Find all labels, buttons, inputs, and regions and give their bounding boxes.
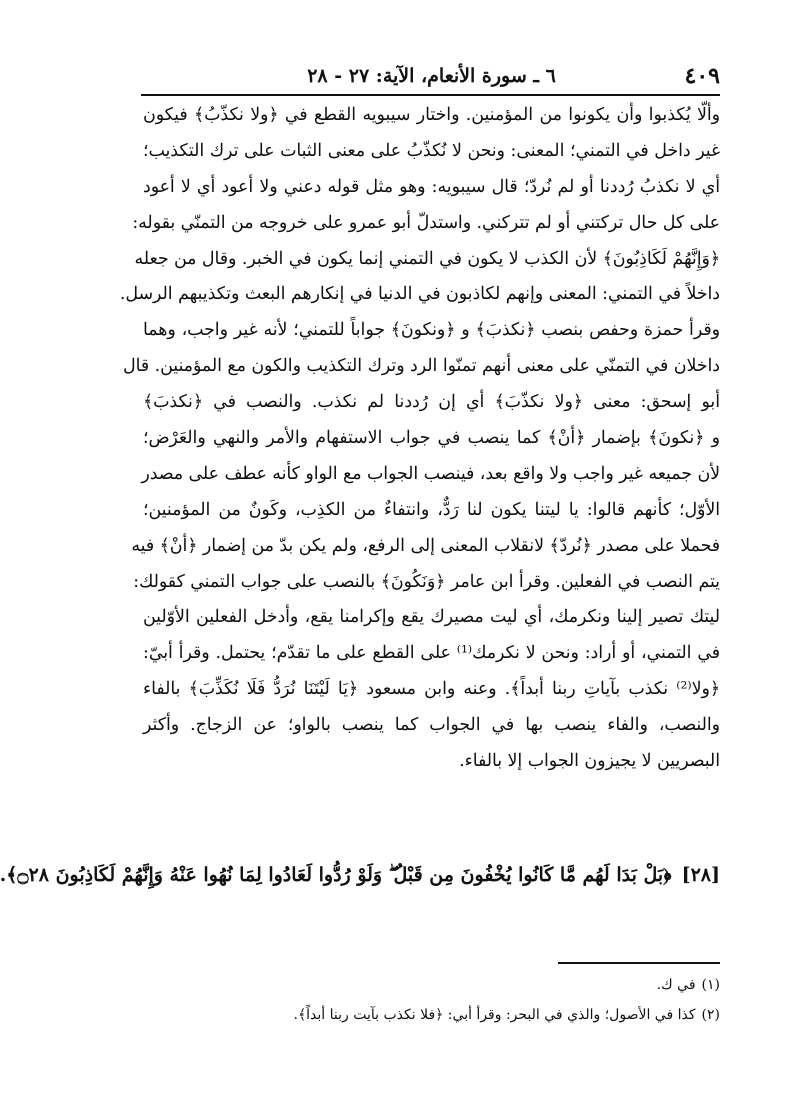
page-header — [143, 60, 720, 92]
header-rule — [141, 94, 720, 96]
commentary-text — [119, 98, 720, 780]
text-line: لأن جميعه غير واجب ولا واقع بعد، فينصب الجواب مع الواو كأنه عطف على مصدر — [141, 463, 720, 484]
footnote — [143, 1000, 720, 1030]
page-number: ٤٠٩ — [684, 63, 720, 89]
footnote-marker: (٢) — [701, 1007, 720, 1023]
text-line: على كل حال تركتني أو لم تتركني. واستدلّ أبو عمرو على خروجه من التمنّي بقوله: — [132, 212, 720, 233]
text-line: ﴿وَإِنَّهُمْ لَكَاذِبُونَ﴾ لأن الكذب لا يكون في التمني إنما يكون في الخبر. وقال من جعله — [134, 248, 720, 269]
text-line: ليتك تصير إلينا ونكرمك، أي ليت مصيرك يقع وإكرامنا يقع، وأدخل الفعلين الأوّلين — [143, 607, 720, 628]
text-line: الأوّل؛ كأنهم قالوا: يا ليتنا يكون لنا رَدٌّ، وانتفاءٌ من الكذِب، وكَونٌ من المؤمنين؛ — [143, 499, 720, 520]
text-line: والنصب، والفاء ينصب بها في الجواب كما ينصب بالواو؛ عن الزجاج. وأكثر — [143, 715, 720, 736]
footnote — [143, 970, 720, 1000]
footnote-rule — [558, 962, 720, 964]
text-line: وقرأ حمزة وحفص بنصب ﴿نكذبَ﴾ و ﴿ونكونَ﴾ جواباً للتمني؛ لأنه غير واجب، وهما — [143, 320, 720, 341]
text-line: أي لا نكذبُ رُددنا أو لم نُردّ؛ قال سيبويه: وهو مثل قوله دعني ولا أعود أي لا أعود — [143, 176, 720, 197]
quran-verse — [0, 850, 720, 900]
text-line: أبو إسحق: معنى ﴿ولا نكذّبَ﴾ أي إن رُددنا لم نكذب. والنصب في ﴿نكذبَ﴾ — [143, 392, 720, 413]
text-line: في التمني، أو أراد: ونحن لا نكرمك⁽¹⁾ على القطع على ما تقدّم؛ يحتمل. وقرأ أبيّ: — [143, 643, 720, 664]
running-title: ٦ ـ سورة الأنعام، الآية: ٢٧ - ٢٨ — [307, 65, 556, 87]
text-line: داخلاً في التمني: المعنى وإنهم لكاذبون في الدنيا في إنكارهم البعث وتكذيبهم الرسل. — [119, 284, 720, 305]
verse-text: ﴿بَلْ بَدَا لَهُم مَّا كَانُوا يُخْفُونَ مِن قَبْلُ ۖ وَلَوْ رُدُّوا لَعَادُوا لِمَا نُهُوا عَنْهُ وَإِنَّهُمْ لَكَاذِبُونَ ۝٢٨﴾. — [0, 864, 672, 886]
text-line: يتم النصب في الفعلين. وقرأ ابن عامر ﴿وَنَكُونَ﴾ بالنصب على جواب التمني كقولك: — [133, 571, 720, 592]
text-line: ﴿ولا⁽²⁾ نكذب بآياتِ ربنا أبداً﴾. وعنه وابن مسعود ﴿يَا لَيْتَنَا نُرَدُّ فَلَا نُكَذِّبَ﴾ بالفاء — [143, 679, 720, 700]
text-line: البصريين لا يجيزون الجواب إلا بالفاء. — [459, 751, 720, 772]
text-line: فحملا على مصدر ﴿نُردّ﴾ لانقلاب المعنى إلى الرفع، ولم يكن بدّ من إضمار ﴿أنْ﴾ فيه — [131, 535, 720, 556]
footnote-text: كذا في الأصول؛ والذي في البحر: وقرأ أبي: ﴿فلا نكذب بآيت ربنا أبداً﴾. — [293, 1007, 696, 1023]
footnotes — [143, 970, 720, 1030]
footnote-marker: (١) — [701, 977, 720, 993]
footnote-text: في ك. — [656, 977, 696, 993]
verse-number: [٢٨] — [681, 864, 720, 886]
text-line: غير داخل في التمني؛ المعنى: ونحن لا نُكذّبُ على معنى الثبات على ترك التكذيب؛ — [143, 140, 720, 161]
text-line: و ﴿نكونَ﴾ بإضمار ﴿أنْ﴾ كما ينصب في جواب الاستفهام والأمر والنهي والعَرْض؛ — [143, 428, 720, 449]
text-line: وألّا يُكذبوا وأن يكونوا من المؤمنين. واختار سيبويه القطع في ﴿ولا نكذّبُ﴾ فيكون — [143, 105, 720, 125]
text-line: داخلان في التمنّي على معنى أنهم تمنّوا الرد وترك التكذيب والكون مع المؤمنين. قال — [123, 356, 720, 377]
